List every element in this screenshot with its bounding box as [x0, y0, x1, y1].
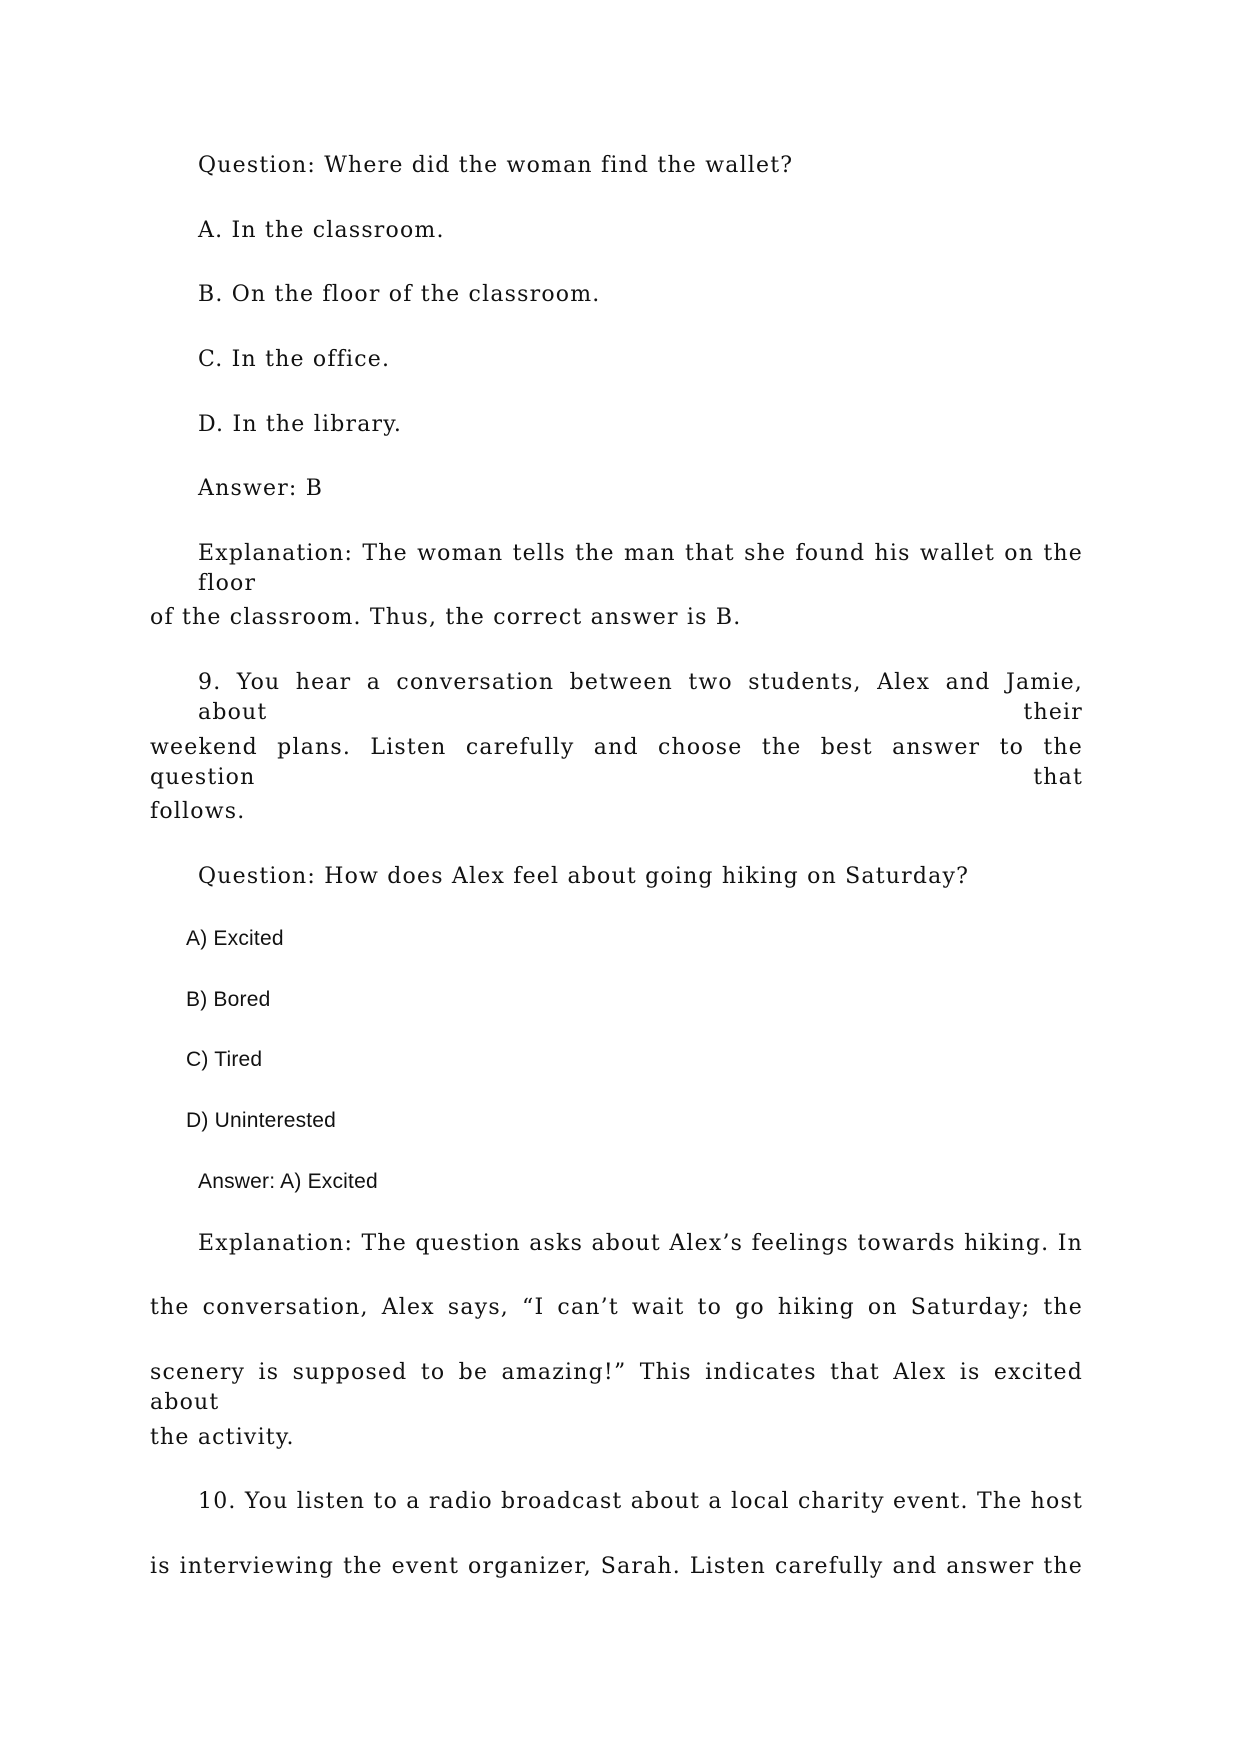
q10-prompt-line-1: 10. You listen to a radio broadcast about a local charity event. The host: [198, 1489, 1083, 1514]
q9-option-a: A) Excited: [186, 927, 284, 950]
q9-explanation-line-1: Explanation: The question asks about Alex’s feelings towards hiking. In: [198, 1231, 1083, 1256]
q9-question: Question: How does Alex feel about going hiking on Saturday?: [198, 864, 970, 889]
q9-prompt-line-3: follows.: [150, 799, 246, 824]
q9-option-b: B) Bored: [186, 988, 271, 1011]
q8-answer: Answer: B: [198, 476, 324, 501]
q8-question: Question: Where did the woman find the wallet?: [198, 153, 794, 178]
q10-prompt-line-2: is interviewing the event organizer, Sarah. Listen carefully and answer the: [150, 1554, 1083, 1579]
q9-explanation-line-4: the activity.: [150, 1425, 295, 1450]
q9-option-d: D) Uninterested: [186, 1109, 337, 1132]
q8-option-c: C. In the office.: [198, 347, 391, 372]
q9-prompt-line-2: weekend plans. Listen carefully and choose the best answer to the question that: [150, 735, 1083, 790]
q8-explanation-line-1: Explanation: The woman tells the man that she found his wallet on the floor: [198, 541, 1083, 596]
q9-option-c: C) Tired: [186, 1048, 263, 1071]
q8-explanation-line-2: of the classroom. Thus, the correct answer is B.: [150, 605, 742, 630]
q9-explanation-line-2: the conversation, Alex says, “I can’t wait to go hiking on Saturday; the: [150, 1295, 1083, 1320]
q9-explanation-line-3: scenery is supposed to be amazing!” This indicates that Alex is excited about: [150, 1360, 1083, 1415]
q9-prompt-line-1: 9. You hear a conversation between two students, Alex and Jamie, about their: [198, 670, 1083, 725]
q9-answer: Answer: A) Excited: [198, 1170, 378, 1193]
q8-option-d: D. In the library.: [198, 412, 403, 437]
q8-option-b: B. On the floor of the classroom.: [198, 282, 601, 307]
q8-option-a: A. In the classroom.: [198, 218, 445, 243]
